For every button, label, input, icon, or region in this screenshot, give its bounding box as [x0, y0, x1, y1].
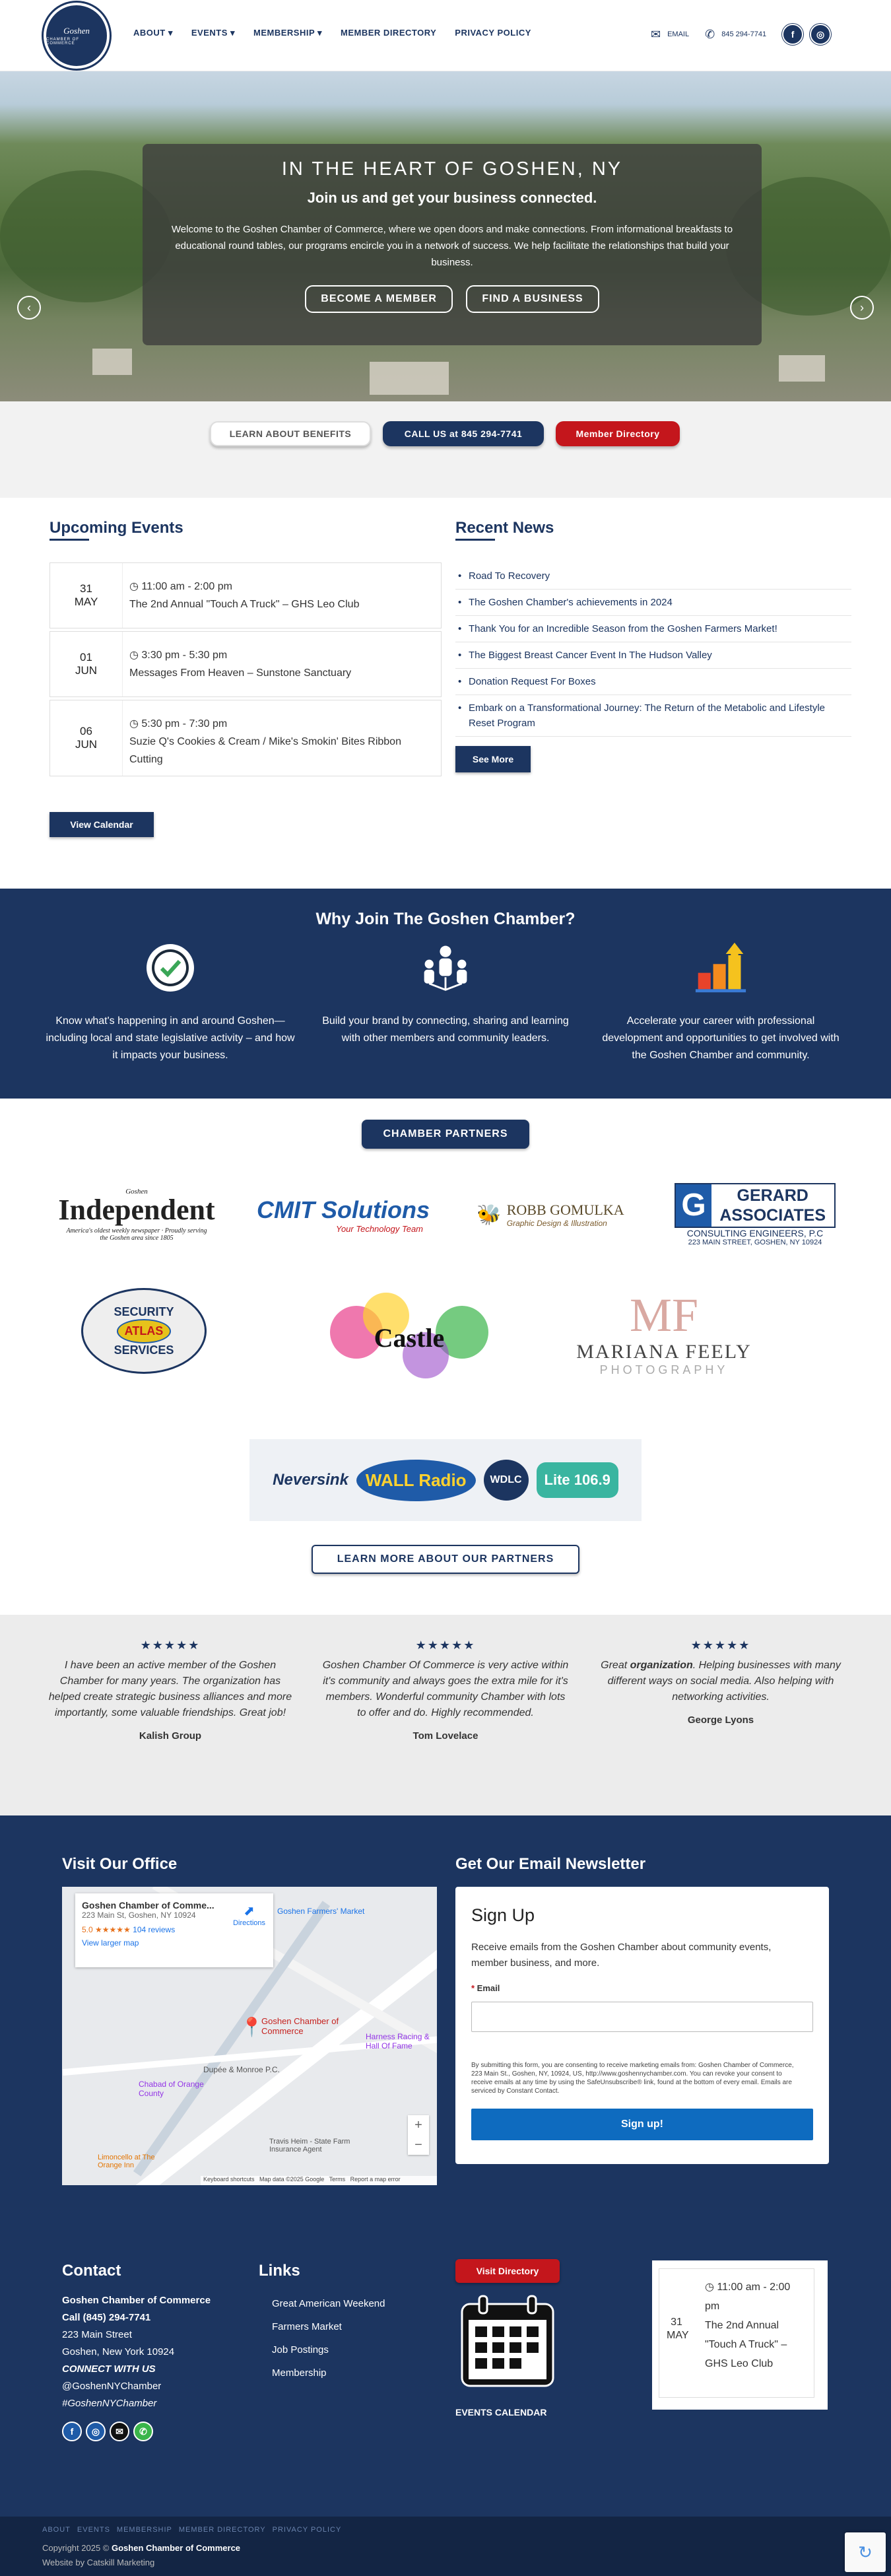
become-member-button[interactable]: BECOME A MEMBER	[305, 285, 453, 313]
footer	[0, 2226, 891, 2517]
credit: Website by Catskill Marketing	[42, 2558, 155, 2567]
phone-icon[interactable]: ✆	[705, 27, 715, 41]
phone-link[interactable]: 845 294-7741	[721, 30, 767, 38]
learn-more-partners-button[interactable]: LEARN MORE ABOUT OUR PARTNERS	[312, 1545, 579, 1574]
call-us-button[interactable]: CALL US at 845 294-7741	[383, 421, 544, 446]
bottom-nav-link[interactable]: ABOUT	[42, 2526, 71, 2534]
hero-title: IN THE HEART OF GOSHEN, NY	[281, 158, 623, 180]
event-title[interactable]: The 2nd Annual "Touch A Truck" – GHS Leo Club	[129, 599, 360, 610]
why-column	[45, 941, 296, 1064]
footer-link[interactable]: Great American Weekend	[272, 2298, 385, 2309]
mariana-title: MARIANA FEELY	[576, 1340, 752, 1363]
find-business-button[interactable]: FIND A BUSINESS	[466, 285, 599, 313]
footer-link[interactable]: Job Postings	[272, 2344, 329, 2356]
hero-bg-house	[370, 362, 449, 395]
see-more-button[interactable]: See More	[455, 746, 531, 772]
partner-logo-cmit[interactable]	[244, 1175, 442, 1254]
why-text: Build your brand by connecting, sharing and learning with other members and community leaders.	[322, 1015, 569, 1044]
map-pin-icon[interactable]: 📍	[240, 2017, 263, 2037]
contact-heading: Contact	[62, 2262, 121, 2280]
star-rating: ★★★★★	[415, 1639, 476, 1652]
event-card[interactable]	[50, 631, 442, 697]
visit-heading: Visit Our Office	[62, 1855, 178, 1873]
connect-label: CONNECT WITH US	[62, 2363, 156, 2375]
partner-logo-atlas[interactable]	[78, 1285, 210, 1377]
event-time: 11:00 am - 2:00 pm	[705, 2282, 791, 2312]
visit-directory-button[interactable]: Visit Directory	[455, 2259, 560, 2283]
bee-icon: 🐝	[477, 1203, 502, 1226]
mf-monogram: MF	[629, 1288, 699, 1341]
robb-tagline: Graphic Design & Illustration	[506, 1219, 607, 1228]
nav-events[interactable]: EVENTS ▾	[191, 28, 236, 38]
nav-membership[interactable]: MEMBERSHIP ▾	[253, 28, 323, 38]
gerard-g-mark: G	[676, 1184, 711, 1227]
testimonial	[595, 1639, 846, 1726]
mariana-tagline: PHOTOGRAPHY	[599, 1363, 729, 1376]
map-label: Travis Heim - State Farm Insurance Agent	[269, 2138, 350, 2153]
cta-bar	[0, 401, 891, 498]
cmit-tagline: Your Technology Team	[335, 1223, 424, 1234]
instagram-icon[interactable]: ◎	[810, 24, 831, 45]
events-heading: Upcoming Events	[50, 519, 183, 537]
footer-link[interactable]: Membership	[272, 2367, 327, 2379]
clock-icon: ◷	[705, 2282, 717, 2293]
consent-text: By submitting this form, you are consenting to receive marketing emails from: Goshen Chamber of Commerce, 223 Main St., Goshen, NY, 10924, US, http://www.goshennychamber.com. You can revoke your consent to receive emails at any time by using the SafeUnsubscribe® link, found at the bottom of every email. Emails are serviced by Constant Contact.	[471, 2062, 794, 2095]
testimonial-quote: I have been an active member of the Goshen Chamber for many years. The organization has helped create strategic business alliances and more importantly, some valuable friendships. Great job!	[48, 1660, 292, 1718]
event-title[interactable]: The 2nd Annual "Touch A Truck" – GHS Leo Club	[705, 2320, 787, 2369]
logo-text: Goshen	[63, 26, 90, 36]
slider-next-arrow[interactable]: ›	[850, 296, 874, 320]
partner-logo-radio-group[interactable]	[249, 1439, 642, 1521]
event-time: 3:30 pm - 5:30 pm	[141, 650, 228, 661]
gerard-address: 223 MAIN STREET, GOSHEN, NY 10924	[688, 1238, 822, 1246]
map-pin-label: Goshen Chamber of Commerce	[261, 2016, 339, 2036]
growth-chart-icon	[694, 941, 747, 994]
events-news-section	[0, 498, 891, 889]
nav-about[interactable]: ABOUT ▾	[133, 28, 173, 38]
testimonial	[45, 1639, 296, 1742]
logo-subtext: CHAMBER OF COMMERCE	[46, 38, 80, 46]
bottom-nav-link[interactable]: PRIVACY POLICY	[272, 2526, 342, 2534]
independent-tagline: America's oldest weekly newspaper · Proudly serving the Goshen area since 1805	[66, 1227, 207, 1242]
hero-bg-house	[779, 355, 825, 382]
why-join-section	[0, 889, 891, 1099]
hero-bg-house	[92, 349, 132, 375]
map-info-card	[75, 1893, 273, 1967]
event-day: 01	[80, 651, 92, 663]
checkmark-badge-icon	[144, 941, 197, 994]
event-month: JUN	[75, 738, 98, 751]
clock-icon: ◷	[129, 650, 142, 661]
wall-radio-logo: WALL Radio	[356, 1460, 476, 1501]
signup-title: Sign Up	[471, 1905, 535, 1925]
news-item[interactable]: • The Biggest Breast Cancer Event In The Hudson Valley	[455, 642, 851, 669]
event-date	[50, 700, 123, 776]
footer-event-card[interactable]	[652, 2260, 828, 2410]
clock-icon: ◷	[129, 718, 142, 729]
gerard-title: GERARD ASSOCIATES	[719, 1186, 826, 1225]
event-date: 31 MAY	[667, 2317, 689, 2341]
map-reviews-link[interactable]: 104 reviews	[133, 1925, 176, 1934]
links-list	[272, 2292, 385, 2385]
site-header	[0, 0, 891, 71]
map-label: Goshen Farmers' Market	[277, 1907, 365, 1916]
instagram-icon[interactable]: ◎	[86, 2422, 106, 2441]
learn-benefits-button[interactable]: LEARN ABOUT BENEFITS	[210, 421, 371, 446]
event-day: 31	[80, 582, 92, 595]
atlas-globe: ATLAS	[117, 1319, 172, 1343]
map-label: Chabad of Orange County	[139, 2080, 204, 2098]
robb-title: ROBB GOMULKA	[506, 1202, 624, 1218]
atlas-bottom: SERVICES	[114, 1343, 174, 1357]
copyright: Copyright 2025 © Goshen Chamber of Commerce	[42, 2543, 241, 2553]
map-larger-link[interactable]: View larger map	[82, 1938, 139, 1948]
map-place-title: Goshen Chamber of Comme...	[82, 1900, 214, 1911]
heading-underline	[50, 539, 89, 541]
main-nav	[133, 28, 531, 38]
event-month: JUN	[75, 664, 98, 677]
event-day: 06	[80, 725, 92, 737]
why-heading: Why Join The Goshen Chamber?	[315, 910, 576, 928]
news-item[interactable]: • The Goshen Chamber's achievements in 2024	[455, 590, 851, 616]
zoom-in-icon[interactable]: +	[414, 2117, 422, 2132]
chamber-logo[interactable]	[44, 3, 110, 69]
partner-logo-gerard[interactable]	[668, 1175, 842, 1254]
event-title[interactable]: Suzie Q's Cookies & Cream / Mike's Smokin' Bites Ribbon Cutting	[129, 736, 401, 765]
testimonials-section	[0, 1615, 891, 1815]
nav-member-directory[interactable]: MEMBER DIRECTORY	[341, 28, 437, 38]
email-label: * Email	[471, 1983, 500, 1993]
cmit-title: CMIT Solutions	[257, 1196, 430, 1223]
hero-slider	[0, 71, 891, 401]
partner-logo-castle[interactable]	[323, 1293, 495, 1382]
social-handle[interactable]: @GoshenNYChamber	[62, 2381, 162, 2392]
clock-icon: ◷	[129, 581, 142, 592]
chamber-partners-heading: CHAMBER PARTNERS	[362, 1120, 529, 1149]
news-item[interactable]: • Thank You for an Incredible Season from the Goshen Farmers Market!	[455, 616, 851, 642]
news-heading: Recent News	[455, 519, 554, 537]
hero-subtitle: Join us and get your business connected.	[307, 189, 597, 206]
event-title[interactable]: Messages From Heaven – Sunstone Sanctuary	[129, 667, 352, 679]
testimonial-quote: Goshen Chamber Of Commerce is very active within it's community and always goes the extra mile for it's members. Wonderful community Chamber with lots to offer and do. Highly recommended.	[322, 1660, 569, 1718]
event-date	[50, 563, 123, 628]
envelope-icon[interactable]: ✉	[651, 27, 661, 41]
member-directory-button[interactable]: Member Directory	[556, 421, 680, 446]
bottom-nav-link[interactable]: MEMBER DIRECTORY	[178, 2526, 266, 2534]
event-card[interactable]	[50, 700, 442, 776]
bottom-bar	[0, 2517, 891, 2576]
news-item[interactable]: • Road To Recovery	[455, 563, 851, 590]
why-text: Know what's happening in and around Goshen—including local and state legislative activity – and how it impacts your business.	[46, 1015, 295, 1061]
facebook-icon[interactable]: f	[62, 2422, 82, 2441]
event-time: 11:00 am - 2:00 pm	[141, 581, 232, 592]
zoom-out-icon[interactable]: −	[414, 2137, 422, 2152]
signup-button[interactable]: Sign up!	[471, 2109, 813, 2140]
events-calendar-label: EVENTS CALENDAR	[455, 2407, 547, 2418]
phone-icon[interactable]: ✆	[133, 2422, 153, 2441]
star-rating: ★★★★★	[140, 1639, 201, 1652]
footer-event-text	[705, 2278, 804, 2373]
network-people-icon	[419, 941, 472, 994]
atlas-top: SECURITY	[114, 1305, 174, 1318]
why-column	[595, 941, 846, 1064]
wdlc-logo: WDLC	[484, 1460, 529, 1501]
bottom-nav-link[interactable]: MEMBERSHIP	[116, 2526, 172, 2534]
lite-radio-logo: Lite 106.9	[537, 1462, 618, 1498]
neversink-logo: Neversink	[273, 1471, 348, 1489]
testimonial-quote: Great organization. Helping businesses with many different ways on social media. Also helping with networking activities.	[601, 1660, 841, 1703]
event-card[interactable]	[50, 562, 442, 628]
contact-city: Goshen, New York 10924	[62, 2346, 175, 2357]
contact-address: 223 Main Street	[62, 2329, 132, 2340]
gerard-tagline: CONSULTING ENGINEERS, P.C	[686, 1228, 824, 1238]
map-directions[interactable]: ⬈ Directions	[233, 1904, 265, 1927]
why-column	[320, 941, 571, 1047]
heading-underline	[455, 539, 495, 541]
hero-body: Welcome to the Goshen Chamber of Commerce, where we open doors and make connections. From informational breakfasts to educational round tables, our programs encircle you in a network of success. We help facilitate the relationships that build your business.	[171, 224, 733, 268]
links-heading: Links	[259, 2262, 300, 2280]
email-field[interactable]	[471, 2002, 813, 2032]
why-text: Accelerate your career with professional development and opportunities to get involved with the Goshen Chamber and community.	[602, 1015, 840, 1061]
partners-section	[0, 1099, 891, 1615]
view-calendar-button[interactable]: View Calendar	[50, 812, 154, 837]
header-contacts	[651, 24, 831, 45]
slider-prev-arrow[interactable]: ‹	[17, 296, 41, 320]
visit-newsletter-section	[0, 1815, 891, 2226]
map-footer: Keyboard shortcuts Map data ©2025 Google Terms Report a map error	[201, 2176, 437, 2185]
map-rating: 5.0 ★★★★★	[82, 1925, 131, 1934]
map-label: Limoncello at The Orange Inn	[98, 2153, 155, 2169]
map-label: Harness Racing & Hall Of Fame	[366, 2032, 430, 2051]
testimonial-author: Tom Lovelace	[412, 1730, 478, 1742]
independent-pre: Goshen	[125, 1188, 148, 1196]
contact-phone[interactable]: Call (845) 294-7741	[62, 2312, 151, 2323]
news-item[interactable]: • Donation Request For Boxes	[455, 669, 851, 695]
bottom-nav	[42, 2526, 341, 2534]
independent-title: Independent	[58, 1194, 215, 1226]
newsletter-heading: Get Our Email Newsletter	[455, 1855, 646, 1873]
news-item[interactable]: • Embark on a Transformational Journey: The Return of the Metabolic and Lifestyle Reset Program	[455, 695, 851, 737]
event-month: MAY	[74, 595, 98, 608]
contact-name: Goshen Chamber of Commerce	[62, 2295, 211, 2306]
star-rating: ★★★★★	[690, 1639, 751, 1652]
signup-description: Receive emails from the Goshen Chamber about community events, member business, and more.	[471, 1942, 772, 1969]
news-list	[455, 563, 851, 737]
event-time: 5:30 pm - 7:30 pm	[141, 718, 228, 729]
testimonial-author: George Lyons	[687, 1714, 754, 1726]
google-map[interactable]	[62, 1887, 437, 2185]
contact-block	[62, 2292, 211, 2441]
footer-link[interactable]: Farmers Market	[272, 2321, 342, 2332]
partner-logo-mariana-feely[interactable]	[565, 1277, 763, 1389]
calendar-icon[interactable]	[459, 2295, 556, 2390]
castle-title: Castle	[374, 1322, 445, 1353]
social-hashtag[interactable]: #GoshenNYChamber	[62, 2398, 157, 2409]
bottom-nav-link[interactable]: EVENTS	[77, 2526, 110, 2534]
testimonial-author: Kalish Group	[139, 1730, 202, 1742]
map-label: Dupée & Monroe P.C.	[203, 2065, 280, 2074]
email-icon[interactable]: ✉	[110, 2422, 129, 2441]
event-date	[50, 632, 123, 696]
email-link[interactable]: EMAIL	[667, 30, 690, 38]
recaptcha-badge-icon[interactable]: ↻	[845, 2532, 886, 2572]
testimonial	[320, 1639, 571, 1742]
partner-logo-robb-gomulka[interactable]	[461, 1175, 640, 1254]
hero-overlay	[143, 144, 762, 345]
map-address: 223 Main St, Goshen, NY 10924	[82, 1911, 196, 1920]
partner-logo-independent[interactable]	[57, 1175, 216, 1254]
nav-privacy-policy[interactable]: PRIVACY POLICY	[455, 28, 531, 38]
facebook-icon[interactable]: f	[782, 24, 803, 45]
directions-icon: ⬈	[244, 1904, 255, 1918]
map-zoom-controls	[408, 2115, 429, 2155]
signup-form	[455, 1887, 829, 2164]
